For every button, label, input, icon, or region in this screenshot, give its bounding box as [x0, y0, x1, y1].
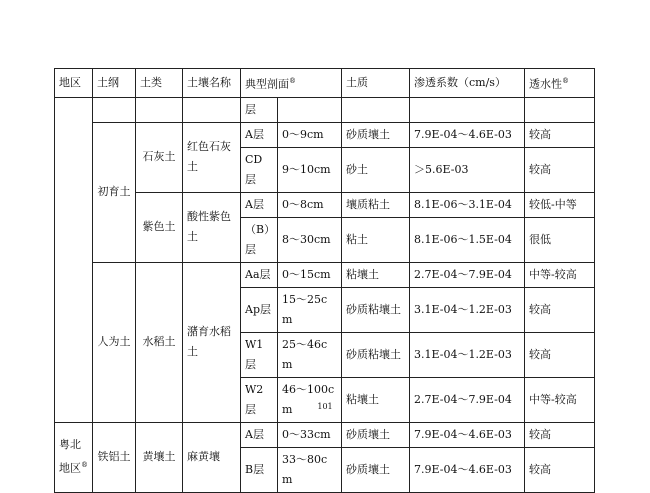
texture-cell: 粘壤土	[342, 377, 410, 422]
depth-cell: 33～80cm	[278, 447, 342, 492]
coeff-cell: 8.1E-06～1.5E-04	[410, 217, 525, 262]
texture-cell: 砂质壤土	[342, 447, 410, 492]
depth-cell: 0～33cm	[278, 422, 342, 447]
order-cell: 铁铝土	[93, 422, 136, 492]
horizon-cell: Ap层	[241, 287, 278, 332]
horizon-cell: A层	[241, 192, 278, 217]
horizon-cell: W1层	[241, 332, 278, 377]
texture-cell: 砂质壤土	[342, 122, 410, 147]
texture-cell: 粘土	[342, 217, 410, 262]
perm-cell: 较低-中等	[525, 192, 595, 217]
horizon-cell: B层	[241, 447, 278, 492]
header-profile: 典型剖面®	[241, 69, 342, 98]
header-coeff: 渗透系数（cm/s）	[410, 69, 525, 98]
coeff-cell: 8.1E-06～3.1E-04	[410, 192, 525, 217]
coeff-cell: 7.9E-04～4.6E-03	[410, 422, 525, 447]
header-texture: 土质	[342, 69, 410, 98]
header-soil-name: 土壤名称	[183, 69, 241, 98]
perm-cell: 中等-较高	[525, 262, 595, 287]
perm-cell: 较高	[525, 447, 595, 492]
table-row	[55, 192, 595, 217]
texture-cell: 壤质粘土	[342, 192, 410, 217]
perm-cell: 较高	[525, 122, 595, 147]
coeff-cell: ＞5.6E-03	[410, 147, 525, 192]
horizon-cell: 层	[241, 97, 278, 122]
class-cell: 紫色土	[136, 192, 183, 262]
horizon-cell: （B）层	[241, 217, 278, 262]
header-class: 土类	[136, 69, 183, 98]
coeff-cell: 2.7E-04～7.9E-04	[410, 262, 525, 287]
region-cell: 粤北地区®	[55, 422, 93, 492]
region-cell-empty	[55, 97, 93, 422]
header-row	[55, 69, 595, 98]
header-region: 地区	[55, 69, 93, 98]
depth-cell: 8～30cm	[278, 217, 342, 262]
coeff-cell: 3.1E-04～1.2E-03	[410, 332, 525, 377]
horizon-cell: Aa层	[241, 262, 278, 287]
table-row	[55, 97, 595, 122]
perm-cell: 较高	[525, 332, 595, 377]
horizon-cell: A层	[241, 122, 278, 147]
header-permeability: 透水性®	[525, 69, 595, 98]
texture-cell: 砂土	[342, 147, 410, 192]
table-row	[55, 422, 595, 447]
page-number: 101	[317, 402, 333, 411]
soil-name-cell: 潴育水稻土	[183, 262, 241, 422]
soil-permeability-table	[54, 68, 595, 493]
soil-name-cell: 酸性紫色土	[183, 192, 241, 262]
class-cell: 水稻土	[136, 262, 183, 422]
perm-cell: 较高	[525, 147, 595, 192]
horizon-cell: W2层	[241, 377, 278, 422]
depth-cell: 0～8cm	[278, 192, 342, 217]
soil-name-cell: 麻黄壤	[183, 422, 241, 492]
header-order: 土纲	[93, 69, 136, 98]
horizon-cell: CD层	[241, 147, 278, 192]
perm-cell: 较高	[525, 422, 595, 447]
order-cell: 人为土	[93, 262, 136, 422]
coeff-cell: 2.7E-04～7.9E-04	[410, 377, 525, 422]
coeff-cell: 7.9E-04～4.6E-03	[410, 122, 525, 147]
texture-cell: 粘壤土	[342, 262, 410, 287]
coeff-cell: 3.1E-04～1.2E-03	[410, 287, 525, 332]
texture-cell: 砂质壤土	[342, 422, 410, 447]
depth-cell: 0～9cm	[278, 122, 342, 147]
perm-cell: 很低	[525, 217, 595, 262]
class-cell: 石灰土	[136, 122, 183, 192]
coeff-cell: 7.9E-04～4.6E-03	[410, 447, 525, 492]
class-cell: 黄壤土	[136, 422, 183, 492]
depth-cell: 0～15cm	[278, 262, 342, 287]
table-row	[55, 262, 595, 287]
table-row	[55, 122, 595, 147]
depth-cell: 9～10cm	[278, 147, 342, 192]
texture-cell: 砂质粘壤土	[342, 287, 410, 332]
soil-name-cell: 红色石灰土	[183, 122, 241, 192]
depth-cell: 46～100cm	[278, 377, 342, 422]
depth-cell: 25～46cm	[278, 332, 342, 377]
texture-cell: 砂质粘壤土	[342, 332, 410, 377]
perm-cell: 较高	[525, 287, 595, 332]
order-cell: 初育土	[93, 122, 136, 262]
depth-cell: 15～25cm	[278, 287, 342, 332]
perm-cell: 中等-较高	[525, 377, 595, 422]
horizon-cell: A层	[241, 422, 278, 447]
